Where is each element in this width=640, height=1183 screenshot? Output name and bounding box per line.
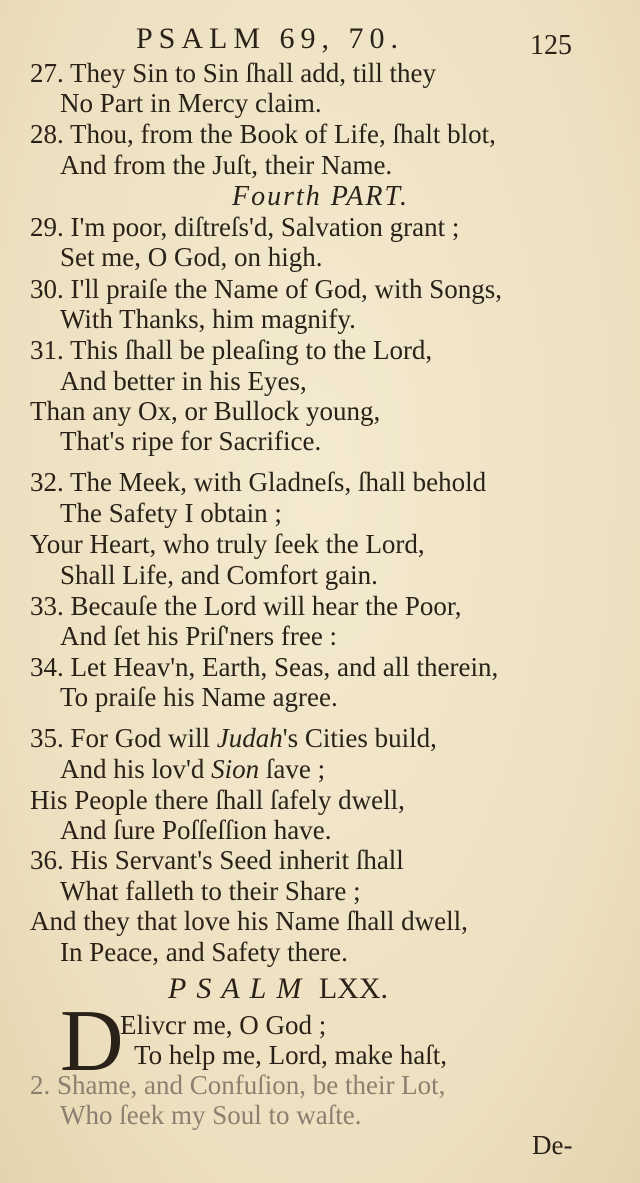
verse-34-line-1: 34. Let Heav'n, Earth, Seas, and all therein, [30,652,499,682]
verse-29-line-1: 29. I'm poor, diſtreſs'd, Salvation grant ; [30,212,460,242]
verse-32-line-1: 32. The Meek, with Gladneſs, ſhall behold [30,467,487,497]
verse-36-line-2: What falleth to their Share ; [60,876,361,906]
catchword: De- [532,1130,573,1160]
verse-29-line-2: Set me, O God, on high. [60,242,323,272]
verse-31-line-1: 31. This ſhall be pleaſing to the Lord, [30,335,433,365]
verse-36-line-1: 36. His Servant's Seed inherit ſhall [30,845,404,875]
verse-34-line-2: To praiſe his Name agree. [60,682,338,712]
verse-35-line-1 [30,723,437,754]
running-title: PSALM 69, 70. [136,22,405,55]
psalm-70-line-4: Who ſeek my Soul to waſte. [60,1100,362,1130]
verse-35-text-d: ſave ; [259,754,326,784]
verse-35-line-2 [60,754,325,785]
verse-32-line-4: Shall Life, and Comfort gain. [60,560,378,590]
verse-36-line-4: In Peace, and Safety there. [60,937,348,967]
verse-33-line-2: And ſet his Priſ'ners free : [60,621,338,651]
psalm-70-line-3: 2. Shame, and Confuſion, be their Lot, [30,1070,446,1100]
verse-35-text-a: 35. For God will [30,723,217,753]
verse-27-line-2: No Part in Mercy claim. [60,88,322,118]
psalm-word: PSALM [168,972,312,1005]
page-number: 125 [530,30,572,61]
verse-28-line-2: And from the Juſt, their Name. [60,150,393,180]
psalm-numeral: LXX. [318,972,388,1005]
sion-name: Sion [211,754,260,784]
verse-32-line-2: The Safety I obtain ; [60,498,282,528]
verse-35-line-4: And ſure Poſſeſſion have. [60,815,332,845]
verse-30-line-1: 30. I'll praiſe the Name of God, with Songs, [30,274,503,304]
psalm-70-line-1: Elivcr me, O God ; [120,1010,327,1040]
verse-35-text-b: 's Cities build, [282,723,437,753]
verse-31-line-3: Than any Ox, or Bullock young, [30,396,381,426]
verse-31-line-4: That's ripe for Sacrifice. [60,426,322,456]
verse-31-line-2: And better in his Eyes, [60,366,307,396]
drop-cap: D [60,993,124,1090]
verse-30-line-2: With Thanks, him magnify. [60,304,356,334]
verse-35-text-c: And his lov'd [60,754,212,784]
verse-27-line-1: 27. They Sin to Sin ſhall add, till they [30,58,436,88]
verse-28-line-1: 28. Thou, from the Book of Life, ſhalt blot, [30,119,496,149]
psalm-70-heading [168,972,388,1006]
verse-35-line-3: His People there ſhall ſafely dwell, [30,785,405,815]
page-header [0,22,640,62]
judah-name: Judah [216,723,283,753]
verse-33-line-1: 33. Becauſe the Lord will hear the Poor, [30,591,462,621]
psalm-70-line-2: To help me, Lord, make haſt, [134,1040,448,1070]
verse-36-line-3: And they that love his Name ſhall dwell, [30,906,468,936]
section-heading: Fourth PART. [232,181,409,212]
verse-32-line-3: Your Heart, who truly ſeek the Lord, [30,529,425,559]
